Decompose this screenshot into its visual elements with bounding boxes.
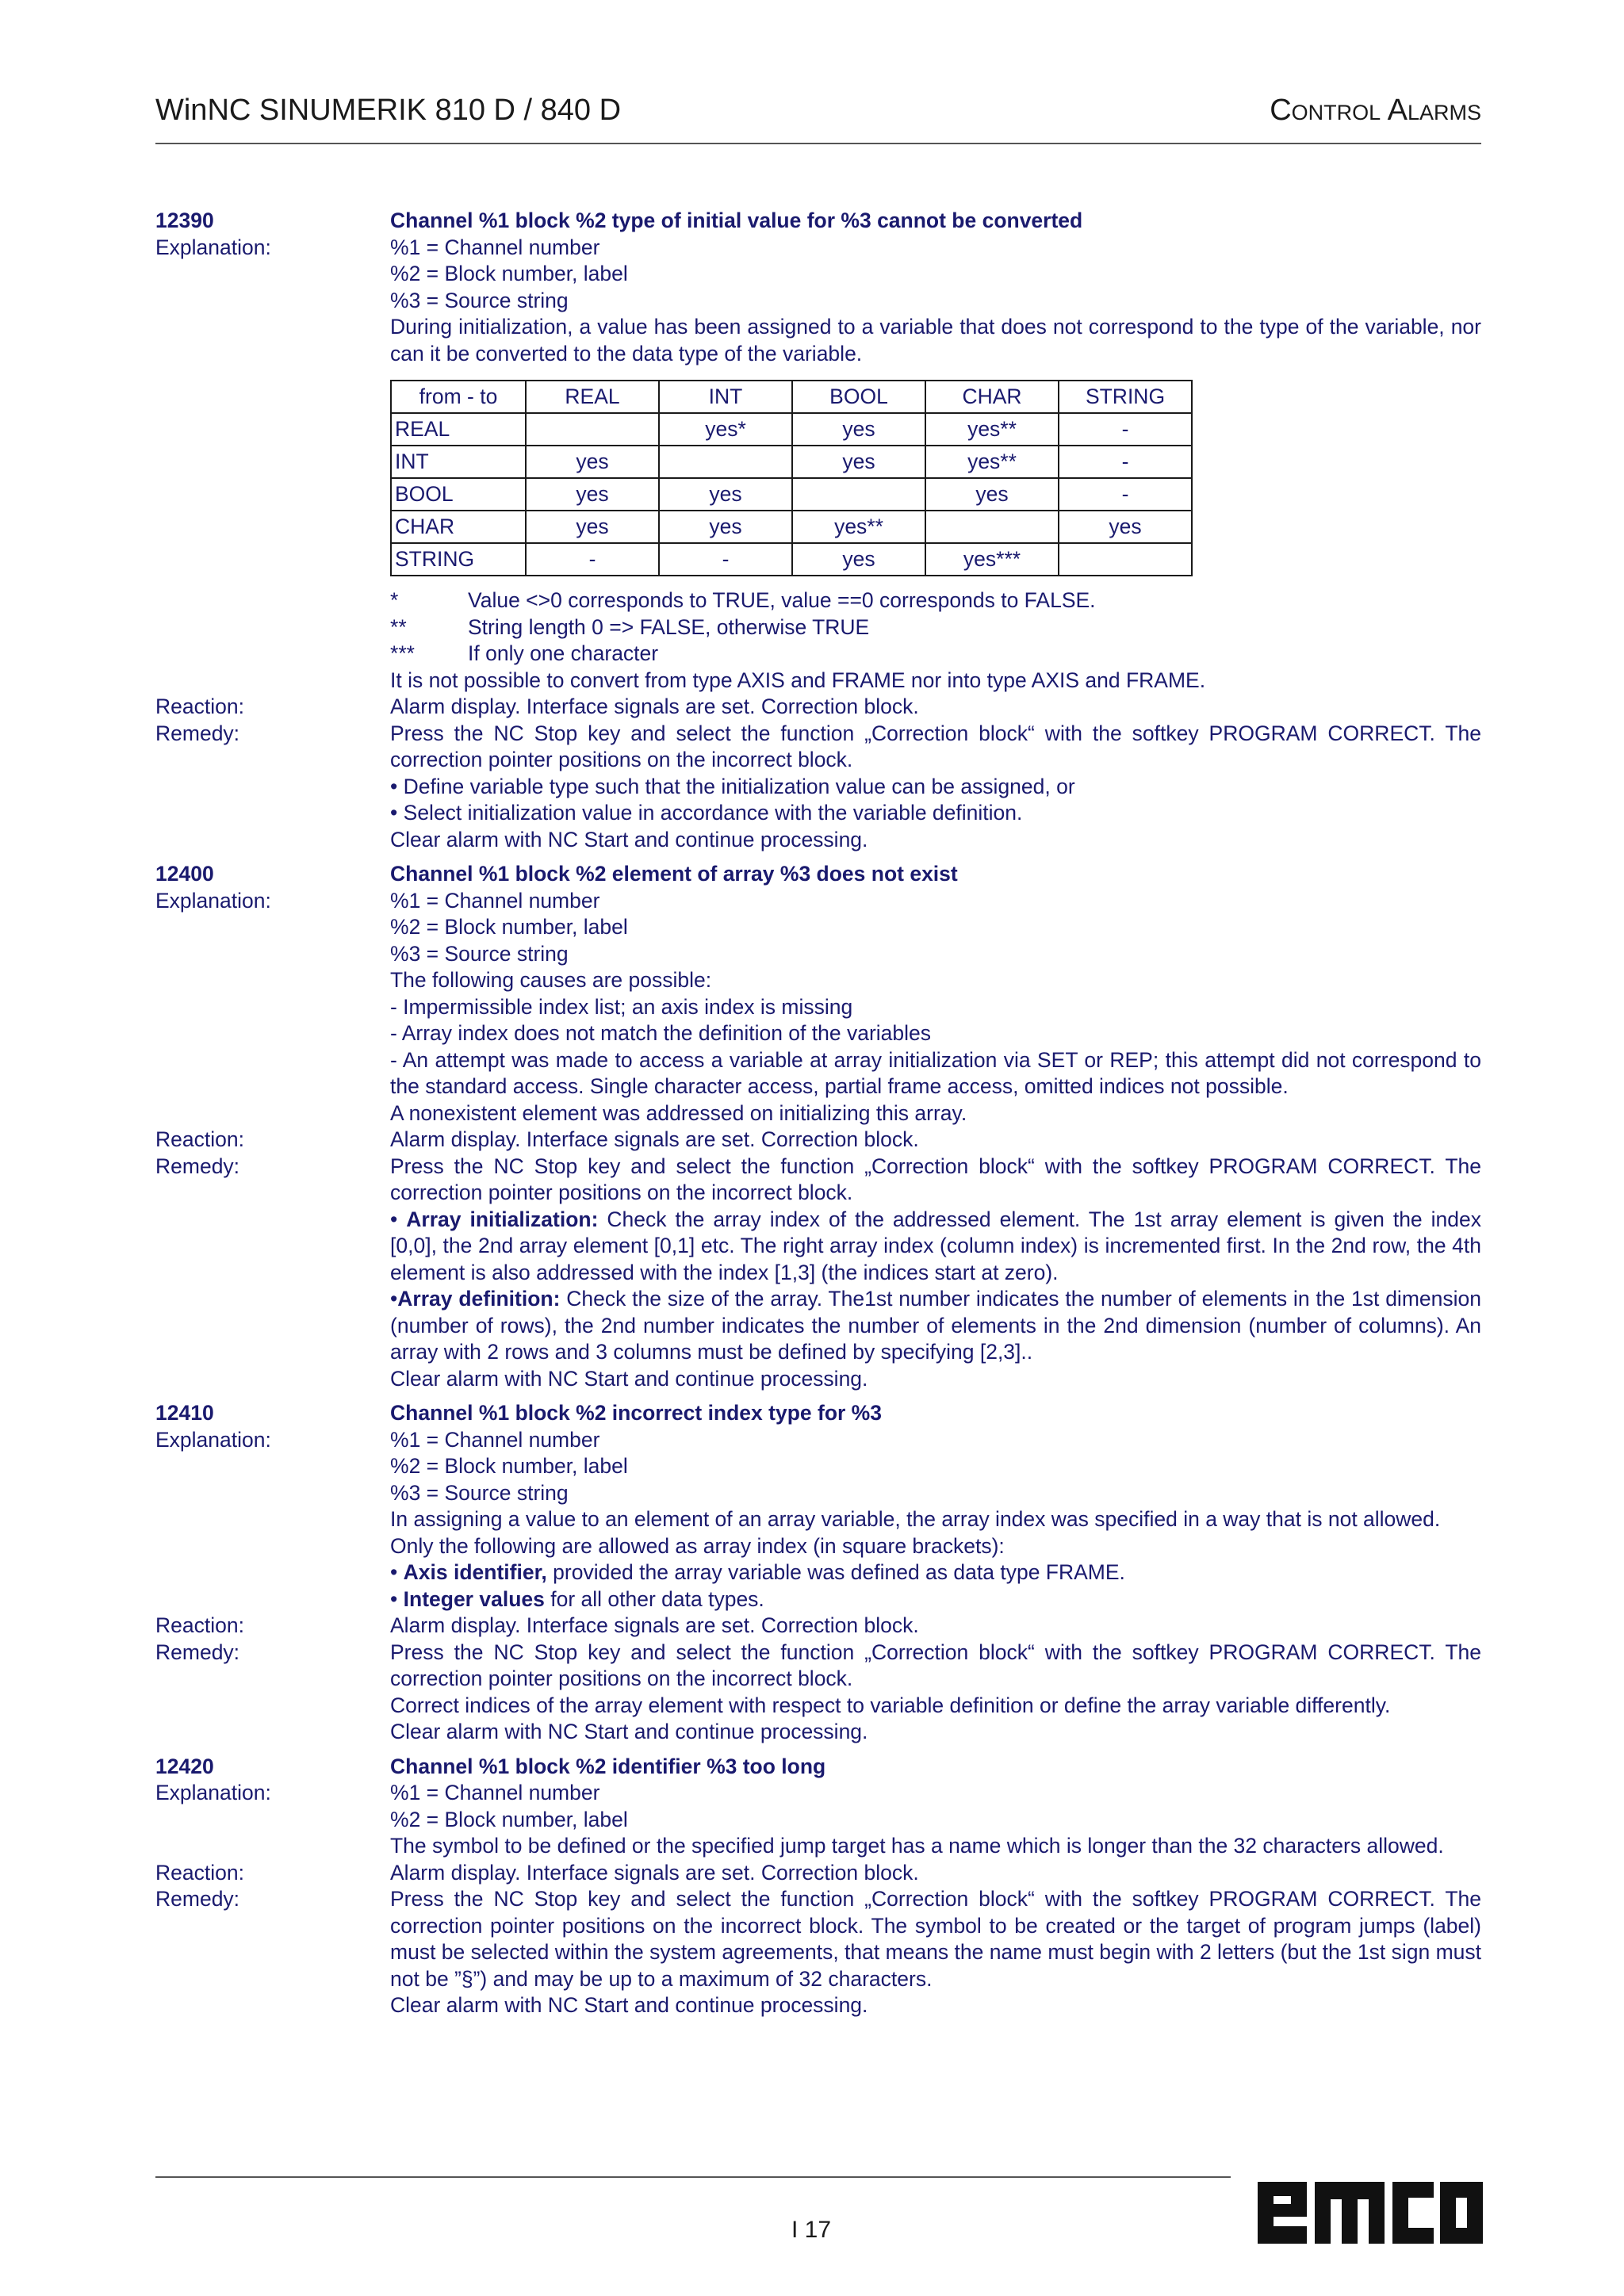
emco-logo [1258,2174,1483,2250]
alarm-number: 12390 [155,209,214,232]
table-cell: yes [792,543,925,576]
table-cell: yes [526,446,659,478]
table-cell: yes* [659,413,792,446]
explanation-line: - Array index does not match the definition of the variables [390,1021,932,1045]
table-cell [526,413,659,446]
footnote-mark: ** [390,614,407,639]
conversion-table [390,380,1193,576]
remedy-line: Clear alarm with NC Start and continue processing. [390,827,868,851]
reaction-label: Reaction: [155,1127,244,1151]
reaction-label: Reaction: [155,695,244,718]
table-cell [659,446,792,478]
remedy-item-heading: Array definition: [397,1287,561,1311]
reaction-text: Alarm display. Interface signals are set. Correction block. [390,1613,919,1637]
remedy-line: Press the NC Stop key and select the function „Correction block“ with the softkey PROGRAM CORRECT. The correction pointer positions on the incorrect block. The symbol to be created or the target of program jumps (label) must be selected within the system agreements, that means the name must begin with 2 letters (but the 1st sign must not be ”§”) and may be up to a maximum of 32 characters. [390,1887,1481,1991]
explanation-line: During initialization, a value has been assigned to a variable that does not correspond to the type of the variable, nor can it be converted to the data type of the variable. [390,315,1481,365]
document-title-text: WinNC SINUMERIK 810 D / 840 D [155,94,622,127]
explanation-item-heading: Integer values [403,1586,545,1611]
footer-rule [155,2176,1231,2178]
table-header-cell: STRING [1059,381,1192,413]
table-cell: yes** [925,413,1059,446]
table-cell [925,511,1059,543]
table-cell: CHAR [391,511,526,543]
table-cell [1059,543,1192,576]
remedy-item [390,1207,1481,1287]
explanation-line: %2 = Block number, label [390,1807,628,1831]
table-row [391,446,1192,478]
footnote-text: String length 0 => FALSE, otherwise TRUE [468,614,870,639]
table-cell: REAL [391,413,526,446]
explanation-line: %2 = Block number, label [390,915,628,939]
reaction-text: Alarm display. Interface signals are set. Correction block. [390,1127,919,1151]
table-cell: yes [659,478,792,511]
section-title: Control Alarms [1270,94,1481,127]
explanation-line: %3 = Source string [390,1480,569,1505]
table-cell: yes [792,446,925,478]
table-cell: yes [1059,511,1192,543]
footnote-text: Value <>0 corresponds to TRUE, value ==0 corresponds to FALSE. [468,588,1096,612]
alarm-entry [155,1400,1481,1746]
explanation-line: %1 = Channel number [390,235,600,259]
alarm-title: Channel %1 block %2 type of initial value for %3 cannot be converted [390,209,1083,232]
bullet: • [390,1287,398,1311]
footnote-mark: * [390,588,399,612]
remedy-item-text: Check the size of the array. The1st number indicates the number of elements in the 1st dimension (number of rows), the 2nd number indicates the number of elements in the 2nd dimension (number of columns). An array with 2 rows and 3 columns must be defined by specifying [2,3].. [390,1287,1481,1364]
page-number: I 17 [791,2217,832,2243]
reaction-label: Reaction: [155,1613,244,1637]
remedy-line: Clear alarm with NC Start and continue processing. [390,1993,868,2017]
table-header-cell: REAL [526,381,659,413]
footnote-text: If only one character [468,641,659,665]
table-cell: yes [659,511,792,543]
remedy-label: Remedy: [155,1887,240,1911]
explanation-line: %1 = Channel number [390,1427,600,1452]
remedy-line: • Define variable type such that the initialization value can be assigned, or [390,774,1075,798]
explanation-item-text: for all other data types. [544,1586,764,1611]
alarm-number: 12420 [155,1754,214,1778]
remedy-line: Correct indices of the array element with respect to variable definition or define the array variable differently. [390,1693,1391,1717]
table-cell: BOOL [391,478,526,511]
document-title [155,94,621,128]
footnote [390,641,1481,668]
alarm-entry [155,1754,1481,2019]
explanation-line: %3 = Source string [390,288,569,312]
table-row [391,543,1192,576]
explanation-line: %1 = Channel number [390,1781,600,1804]
table-header-cell: BOOL [792,381,925,413]
remedy-line: Press the NC Stop key and select the function „Correction block“ with the softkey PROGRAM CORRECT. The correction pointer positions on the incorrect block. [390,1154,1481,1204]
bullet: • [390,1560,404,1584]
table-cell: yes [925,478,1059,511]
table-cell: STRING [391,543,526,576]
table-cell [792,478,925,511]
explanation-note: It is not possible to convert from type AXIS and FRAME nor into type AXIS and FRAME. [390,668,1206,692]
explanation-line: %1 = Channel number [390,888,600,913]
explanation-label: Explanation: [155,235,271,259]
explanation-line: The following causes are possible: [390,968,712,992]
explanation-line: %2 = Block number, label [390,262,628,285]
footnote [390,587,1481,614]
table-cell: yes [792,413,925,446]
alarm-number: 12410 [155,1401,214,1425]
explanation-line: In assigning a value to an element of an array variable, the array index was specified in a way that is not allowed. [390,1507,1441,1531]
table-header-row [391,381,1192,413]
reaction-label: Reaction: [155,1860,244,1885]
alarm-entry [155,861,1481,1392]
reaction-text: Alarm display. Interface signals are set. Correction block. [390,695,919,718]
alarm-list [155,208,1481,2019]
table-cell: yes** [925,446,1059,478]
table-cell: yes [526,511,659,543]
table-cell: - [1059,446,1192,478]
explanation-line: - An attempt was made to access a variable at array initialization via SET or REP; this attempt did not correspond to the standard access. Single character access, partial frame access, omitted indices not possible. [390,1047,1481,1098]
footnote [390,614,1481,641]
bullet: • [390,1586,404,1611]
explanation-item-heading: Axis identifier, [403,1560,547,1584]
table-header-cell: from - to [391,381,526,413]
explanation-line: %2 = Block number, label [390,1454,628,1478]
table-header-cell: INT [659,381,792,413]
explanation-line: A nonexistent element was addressed on initializing this array. [390,1100,967,1125]
table-row [391,511,1192,543]
table-cell: INT [391,446,526,478]
table-header-cell: CHAR [925,381,1059,413]
explanation-item [390,1559,1481,1586]
remedy-item-heading: Array initialization: [406,1207,599,1231]
bullet: • [390,1207,407,1231]
explanation-line: The symbol to be defined or the specified jump target has a name which is longer than the 32 characters allowed. [390,1834,1444,1858]
explanation-label: Explanation: [155,1781,271,1804]
explanation-line: Only the following are allowed as array index (in square brackets): [390,1533,1005,1558]
remedy-line: Press the NC Stop key and select the function „Correction block“ with the softkey PROGRAM CORRECT. The correction pointer positions on the incorrect block. [390,721,1481,771]
remedy-line: Clear alarm with NC Start and continue processing. [390,1720,868,1743]
remedy-label: Remedy: [155,1154,240,1178]
alarm-title: Channel %1 block %2 incorrect index type for %3 [390,1401,882,1425]
table-cell: - [1059,413,1192,446]
explanation-item [390,1586,1481,1613]
table-cell: - [1059,478,1192,511]
table-row [391,478,1192,511]
reaction-text: Alarm display. Interface signals are set. Correction block. [390,1860,919,1885]
remedy-label: Remedy: [155,1640,240,1664]
remedy-line: • Select initialization value in accordance with the variable definition. [390,801,1023,825]
remedy-item-text: Check the array index of the addressed element. The 1st array element is given the index [0,0], the 2nd array element [0,1] etc. The right array index (column index) is incremented first. In the 2nd row, the 4th element is also addressed with the index [1,3] (the indices start at zero). [390,1207,1482,1284]
alarm-title: Channel %1 block %2 identifier %3 too long [390,1754,826,1778]
alarm-number: 12400 [155,862,214,886]
alarm-entry [155,208,1481,853]
table-cell: - [659,543,792,576]
table-cell: - [526,543,659,576]
remedy-item [390,1286,1481,1366]
alarm-title: Channel %1 block %2 element of array %3 does not exist [390,862,958,886]
table-cell: yes** [792,511,925,543]
remedy-line: Clear alarm with NC Start and continue processing. [390,1366,868,1391]
explanation-label: Explanation: [155,1427,271,1452]
explanation-item-text: provided the array variable was defined as data type FRAME. [546,1560,1125,1584]
remedy-line: Press the NC Stop key and select the function „Correction block“ with the softkey PROGRAM CORRECT. The correction pointer positions on the incorrect block. [390,1640,1481,1690]
explanation-line: - Impermissible index list; an axis index is missing [390,994,853,1019]
table-row [391,413,1192,446]
explanation-label: Explanation: [155,888,271,913]
explanation-line: %3 = Source string [390,941,569,966]
remedy-label: Remedy: [155,721,240,745]
header-rule [155,143,1481,144]
footnote-mark: *** [390,641,415,665]
table-cell: yes*** [925,543,1059,576]
table-cell: yes [526,478,659,511]
